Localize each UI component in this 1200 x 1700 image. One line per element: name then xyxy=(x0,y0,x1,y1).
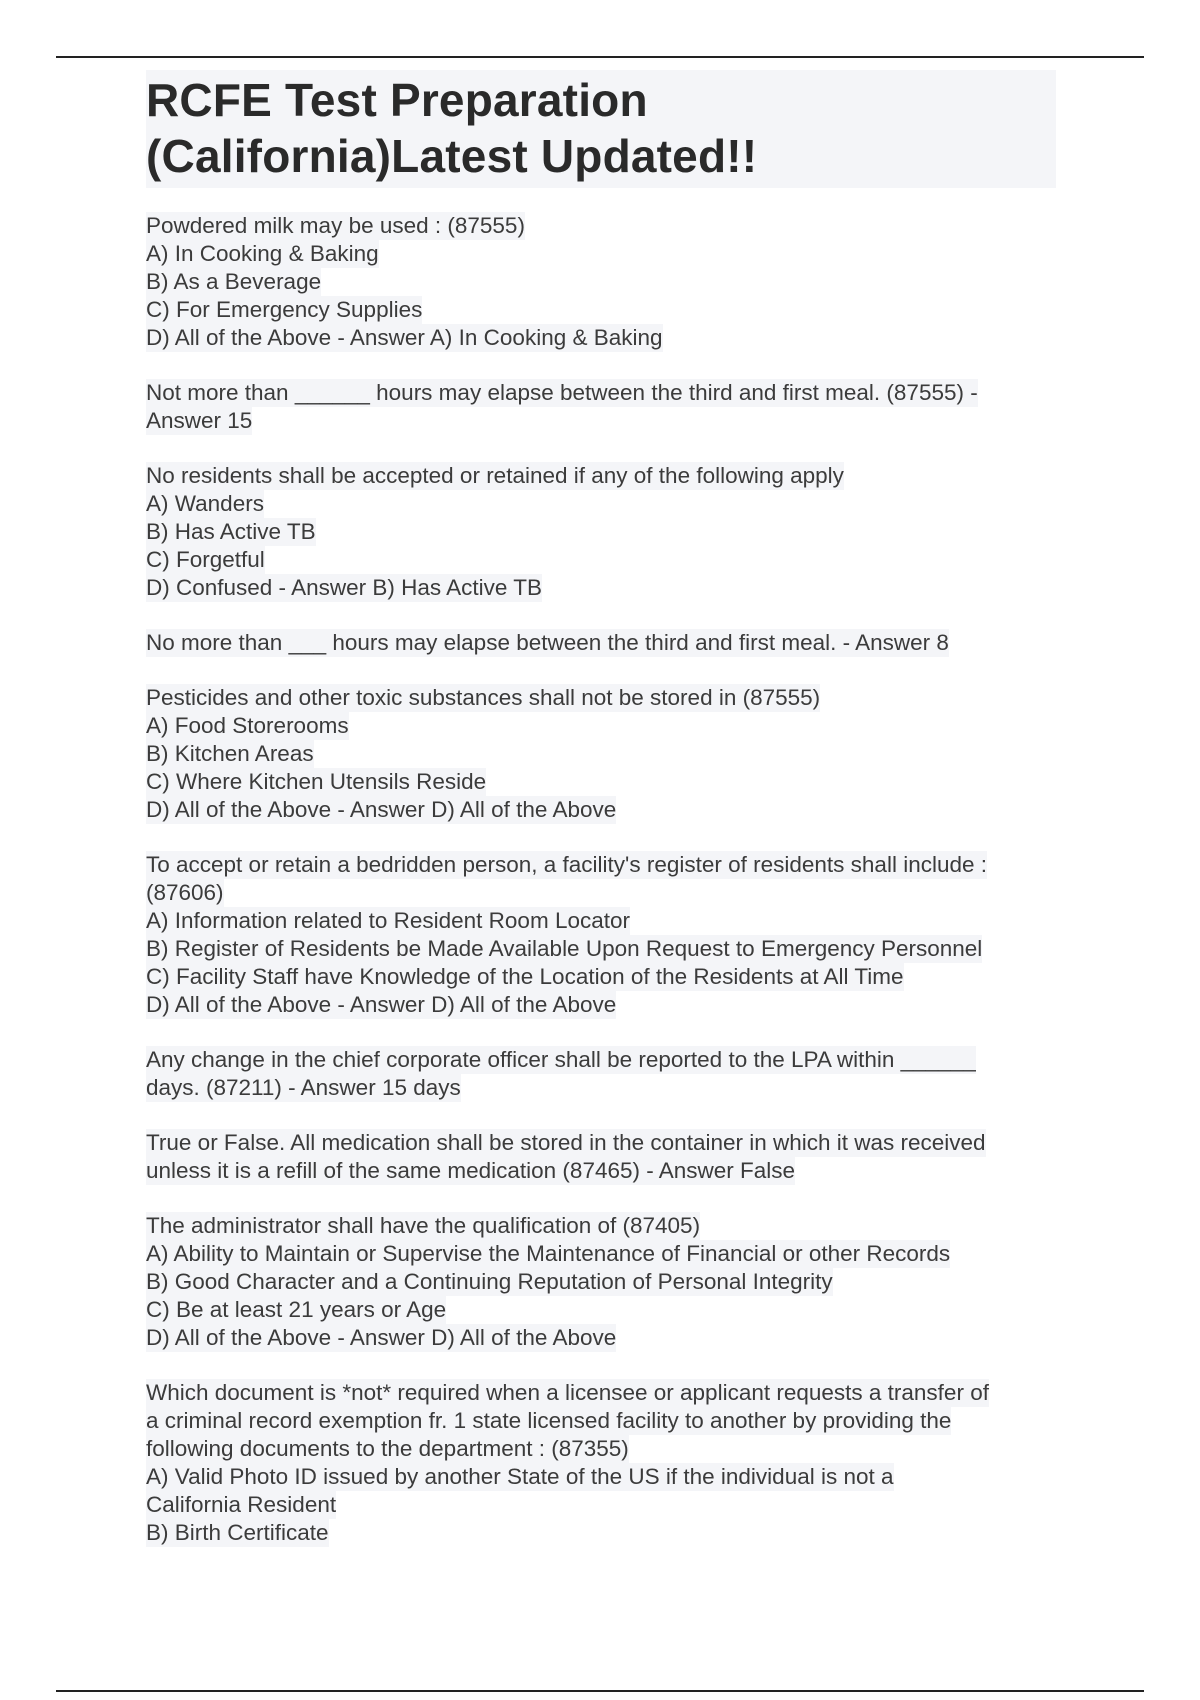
question-text: The administrator shall have the qualification of (87405) xyxy=(146,1213,701,1238)
question-line: C) Where Kitchen Utensils Reside xyxy=(146,769,487,794)
question-line: Answer 15 xyxy=(146,408,253,433)
question-line: D) Confused - Answer B) Has Active TB xyxy=(146,575,542,600)
question-block xyxy=(146,851,1056,1019)
question-line: a criminal record exemption fr. 1 state licensed facility to another by providing the xyxy=(146,1408,952,1433)
question-line: A) Information related to Resident Room Locator xyxy=(146,908,630,933)
title-line: RCFE Test Preparation xyxy=(146,74,648,126)
question-line: A) In Cooking & Baking xyxy=(146,241,379,266)
question-block xyxy=(146,379,1056,435)
question-block xyxy=(146,212,1056,352)
question-block xyxy=(146,1129,1056,1185)
question-line: A) Wanders xyxy=(146,491,264,516)
document-page xyxy=(146,70,1056,1574)
question-line: B) Good Character and a Continuing Reputation of Personal Integrity xyxy=(146,1269,833,1294)
bottom-rule xyxy=(56,1690,1144,1692)
question-line: California Resident xyxy=(146,1492,337,1517)
question-block xyxy=(146,629,1056,657)
question-block xyxy=(146,1046,1056,1102)
question-list xyxy=(146,212,1056,1547)
question-text: No residents shall be accepted or retained if any of the following apply xyxy=(146,463,844,488)
question-line: A) Valid Photo ID issued by another State of the US if the individual is not a xyxy=(146,1464,894,1489)
document-title xyxy=(146,70,1056,188)
question-block xyxy=(146,684,1056,824)
question-text: Any change in the chief corporate officer shall be reported to the LPA within ______ xyxy=(146,1047,976,1072)
question-line: B) Has Active TB xyxy=(146,519,316,544)
question-block xyxy=(146,462,1056,602)
question-line: B) Kitchen Areas xyxy=(146,741,314,766)
question-line: unless it is a refill of the same medication (87465) - Answer False xyxy=(146,1158,796,1183)
question-line: A) Food Storerooms xyxy=(146,713,349,738)
question-text: No more than ___ hours may elapse between the third and first meal. - Answer 8 xyxy=(146,630,949,655)
question-line: D) All of the Above - Answer D) All of the Above xyxy=(146,797,617,822)
question-line: D) All of the Above - Answer D) All of the Above xyxy=(146,992,617,1017)
question-block xyxy=(146,1212,1056,1352)
title-line: (California)Latest Updated!! xyxy=(146,130,758,182)
question-line: A) Ability to Maintain or Supervise the Maintenance of Financial or other Records xyxy=(146,1241,951,1266)
question-text: To accept or retain a bedridden person, a facility's register of residents shall include : xyxy=(146,852,987,877)
question-line: B) Birth Certificate xyxy=(146,1520,329,1545)
question-line: C) Facility Staff have Knowledge of the Location of the Residents at All Time xyxy=(146,964,904,989)
question-text: Not more than ______ hours may elapse between the third and first meal. (87555) - xyxy=(146,380,978,405)
question-line: C) Be at least 21 years or Age xyxy=(146,1297,447,1322)
question-line: D) All of the Above - Answer A) In Cooking & Baking xyxy=(146,325,663,350)
question-block xyxy=(146,1379,1056,1547)
question-line: D) All of the Above - Answer D) All of the Above xyxy=(146,1325,617,1350)
question-line: (87606) xyxy=(146,880,224,905)
question-line: days. (87211) - Answer 15 days xyxy=(146,1075,461,1100)
question-line: following documents to the department : (87355) xyxy=(146,1436,629,1461)
question-text: True or False. All medication shall be stored in the container in which it was received xyxy=(146,1130,986,1155)
question-line: B) Register of Residents be Made Available Upon Request to Emergency Personnel xyxy=(146,936,983,961)
question-line: B) As a Beverage xyxy=(146,269,322,294)
question-line: C) For Emergency Supplies xyxy=(146,297,423,322)
question-text: Powdered milk may be used : (87555) xyxy=(146,213,525,238)
question-text: Which document is *not* required when a licensee or applicant requests a transfer of xyxy=(146,1380,989,1405)
question-text: Pesticides and other toxic substances shall not be stored in (87555) xyxy=(146,685,821,710)
question-line: C) Forgetful xyxy=(146,547,265,572)
top-rule xyxy=(56,56,1144,58)
